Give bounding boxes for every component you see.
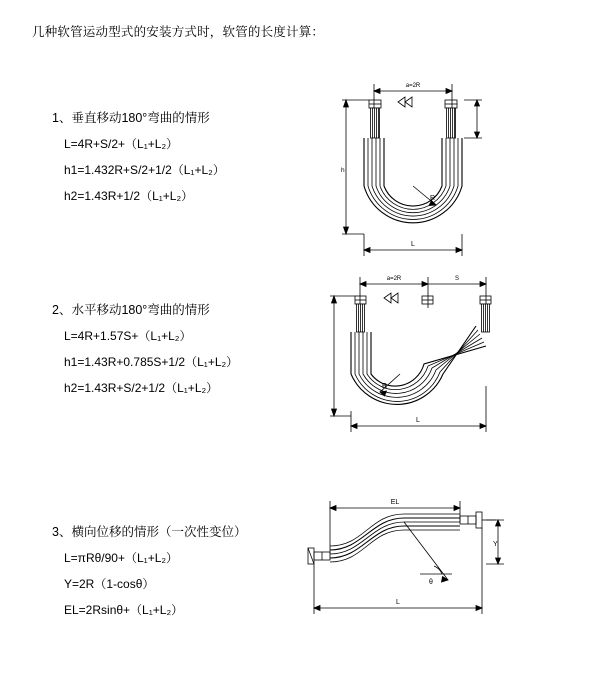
svg-text:R: R (430, 195, 436, 202)
svg-text:h: h (341, 167, 345, 174)
page-title: 几种软管运动型式的安装方式时，软管的长度计算： (32, 25, 325, 39)
svg-text:Y: Y (493, 541, 498, 548)
section-1-title: 1、垂直移动180°弯曲的情形 (52, 111, 210, 125)
vertical-180-bend-diagram (312, 74, 502, 274)
section-3-formula-3: EL=2Rsinθ+（L₁+L₂） (64, 603, 184, 617)
svg-text:L: L (416, 417, 420, 424)
section-3-text (52, 522, 312, 627)
svg-text:L: L (396, 599, 400, 606)
svg-text:a=2R: a=2R (386, 276, 402, 282)
lateral-offset-diagram (300, 488, 510, 638)
section-2-formula-2: h1=1.43R+0.785S+1/2（L₁+L₂） (64, 355, 239, 369)
section-1-formula-1: L=4R+S/2+（L₁+L₂） (64, 137, 179, 151)
section-1-formula-3: h2=1.43R+1/2（L₁+L₂） (64, 189, 194, 203)
svg-text:a=2R: a=2R (405, 83, 421, 89)
svg-text:R: R (382, 383, 388, 390)
section-2-formula-3: h2=1.43R+S/2+1/2（L₁+L₂） (64, 381, 219, 395)
horizontal-180-bend-diagram (308, 266, 508, 446)
section-1-formula-2: h1=1.432R+S/2+1/2（L₁+L₂） (64, 163, 225, 177)
section-2-formula-1: L=4R+1.57S+（L₁+L₂） (64, 329, 192, 343)
section-2-text (52, 300, 312, 405)
section-3-formula-2: Y=2R（1-cosθ） (64, 577, 155, 591)
section-3-formula-1: L=πRθ/90+（L₁+L₂） (64, 551, 179, 565)
svg-text:θ: θ (429, 579, 433, 586)
svg-text:L: L (411, 241, 415, 248)
svg-text:S: S (454, 276, 460, 282)
section-3-title: 3、横向位移的情形（一次性变位） (52, 525, 247, 539)
section-1-text (52, 108, 312, 213)
section-2-title: 2、水平移动180°弯曲的情形 (52, 303, 210, 317)
svg-text:EL: EL (390, 499, 400, 506)
